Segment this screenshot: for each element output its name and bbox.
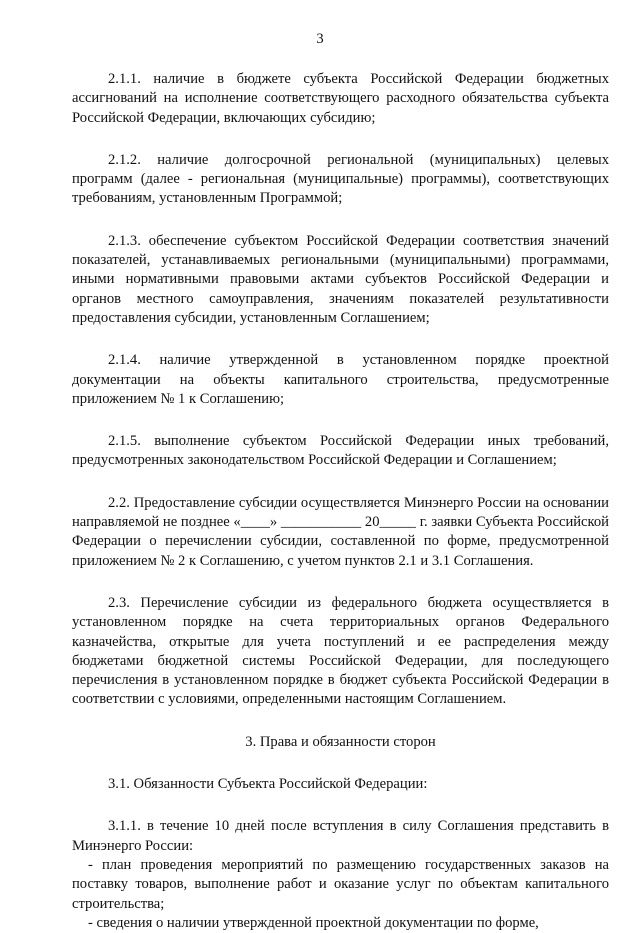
page-number: 3	[316, 31, 324, 47]
clause-3-1-1: 3.1.1. в течение 10 дней после вступления в силу Соглашения представить в Минэнерго России:	[72, 818, 609, 854]
clause-2-1-1: 2.1.1. наличие в бюджете субъекта Российской Федерации бюджетных ассигнований на исполнение соответствующего расходного обязательства субъекта Российской Федерации, включающих субсидию;	[72, 71, 609, 126]
clause-2-2: 2.2. Предоставление субсидии осуществляется Минэнерго России на основании направляемой не позднее «____» ___________ 20_____ г. заявки Субъекта Российской Федерации о перечислении субсидии, составленной по форме, предусмотренной приложением № 2 к Соглашению, с учетом пунктов 2.1 и 3.1 Соглашения.	[72, 494, 609, 569]
dash-item-documentation: - сведения о наличии утвержденной проектной документации по форме,	[88, 914, 539, 931]
section-3-heading: 3. Права и обязанности сторон	[245, 733, 436, 750]
clause-2-1-3: 2.1.3. обеспечение субъектом Российской Федерации соответствия значений показателей, устанавливаемых региональными (муниципальными) программами, иными нормативными правовыми актами субъектов Российской Федерации и органов местного самоуправления, значениям показателей результативности предоставления субсидии, установленным Соглашением;	[72, 232, 609, 326]
clause-2-1-2: 2.1.2. наличие долгосрочной региональной (муниципальных) целевых программ (далее - региональная (муниципальные) программы), соответствующих требованиям, установленным Программой;	[72, 151, 609, 207]
clause-2-1-5: 2.1.5. выполнение субъектом Российской Федерации иных требований, предусмотренных законодательством Российской Федерации и Соглашением;	[72, 433, 609, 469]
document-body	[72, 70, 609, 933]
clause-3-1: 3.1. Обязанности Субъекта Российской Федерации:	[108, 776, 428, 793]
clause-2-3: 2.3. Перечисление субсидии из федерального бюджета осуществляется в установленном порядке на счета территориальных органов Федерального казначейства, открытые для учета поступлений и ее распределения между бюджетами бюджетной системы Российской Федерации, для последующего перечисления в установленном порядке в бюджет субъекта Российской Федерации в соответствии с условиями, определенными настоящим Соглашением.	[72, 594, 609, 708]
dash-item-plan: - план проведения мероприятий по размещению государственных заказов на поставку товаров, выполнение работ и оказание услуг по объектам капитального строительства;	[72, 856, 609, 912]
clause-2-1-4: 2.1.4. наличие утвержденной в установленном порядке проектной документации на объекты капитального строительства, предусмотренные приложением № 1 к Соглашению;	[72, 352, 609, 407]
